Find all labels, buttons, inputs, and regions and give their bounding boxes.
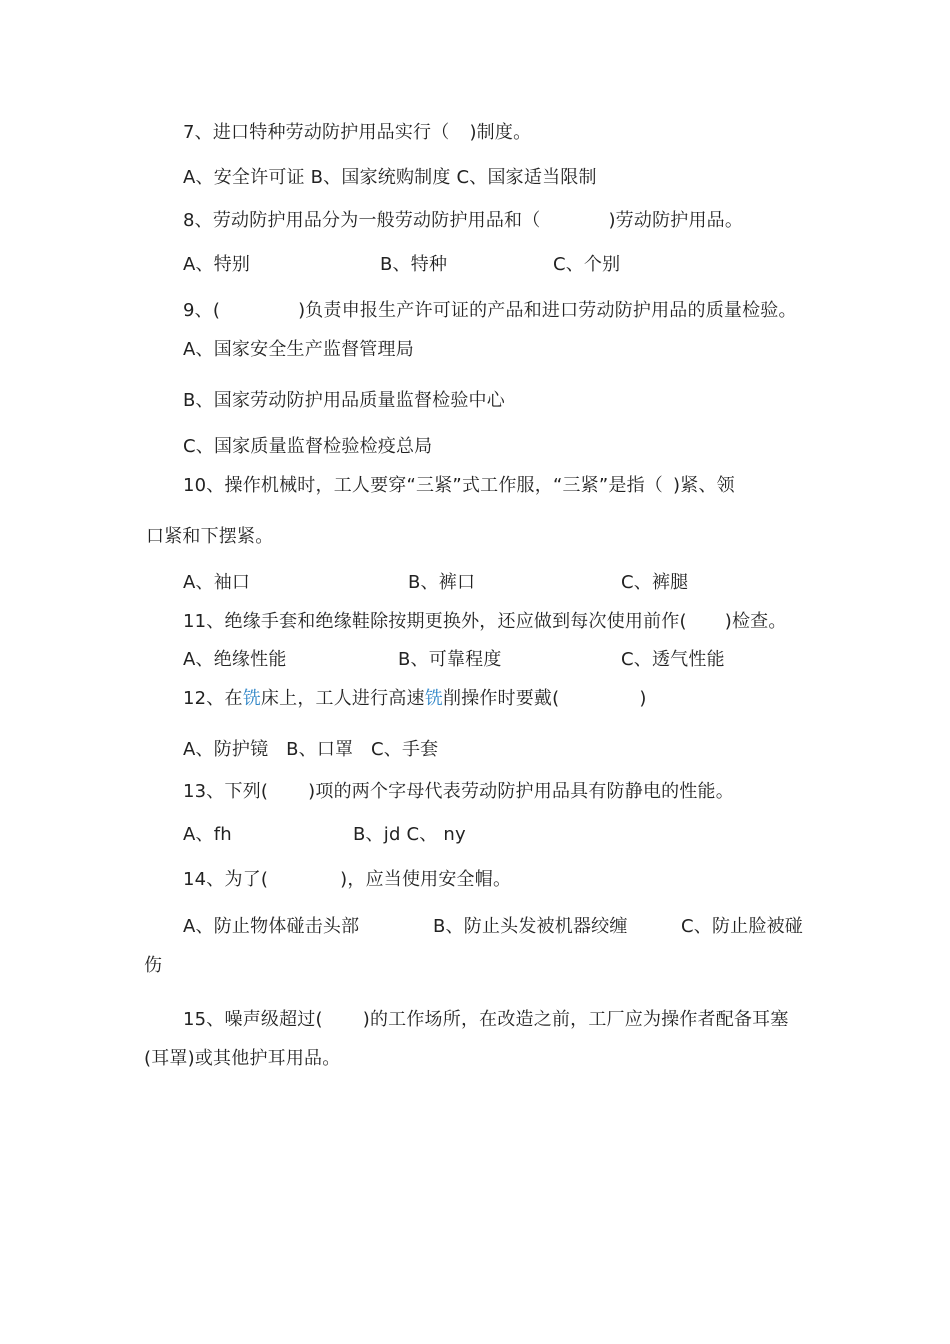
q12-text-1: 12、在 <box>183 688 243 709</box>
q14-suffix: )，应当使用安全帽。 <box>340 869 512 890</box>
q14-option-b: B、防止头发被机器绞缠 <box>433 916 628 937</box>
q14-option-c-continued: 伤 <box>144 955 163 976</box>
q13-question <box>183 780 734 804</box>
q8-question <box>183 209 743 233</box>
q8-option-b: B、特种 <box>380 254 448 275</box>
q15-prefix: 15、噪声级超过( <box>183 1009 323 1030</box>
q10-question-line1 <box>183 474 735 498</box>
q10-suffix: )紧、领 <box>673 475 735 496</box>
q11-option-b: B、可靠程度 <box>398 649 502 670</box>
q13-option-a: A、fh <box>183 824 232 845</box>
q11-option-c: C、透气性能 <box>621 649 725 670</box>
q7-options: A、安全许可证 B、国家统购制度 C、国家适当限制 <box>183 167 597 188</box>
q14-prefix: 14、为了( <box>183 869 269 890</box>
q10-option-b: B、裤口 <box>408 572 476 593</box>
q10-prefix: 10、操作机械时，工人要穿“三紧”式工作服，“三紧”是指（ <box>183 475 664 496</box>
q15-suffix: )的工作场所，在改造之前，工厂应为操作者配备耳塞 <box>362 1009 789 1030</box>
q9-option-a: A、国家安全生产监督管理局 <box>183 339 414 360</box>
q8-option-a: A、特别 <box>183 254 251 275</box>
q9-option-b: B、国家劳动防护用品质量监督检验中心 <box>183 390 505 411</box>
q14-option-c: C、防止脸被碰 <box>681 916 803 937</box>
q12-options: A、防护镜 B、口罩 C、手套 <box>183 739 439 760</box>
q13-prefix: 13、下列( <box>183 781 269 802</box>
q11-option-a: A、绝缘性能 <box>183 649 287 670</box>
q15-question-line2: (耳罩)或其他护耳用品。 <box>144 1048 341 1069</box>
q11-suffix: )检查。 <box>724 611 787 632</box>
q11-question <box>183 610 787 634</box>
q8-option-c: C、个别 <box>553 254 621 275</box>
q7-suffix: )制度。 <box>469 122 532 143</box>
q13-suffix: )项的两个字母代表劳动防护用品具有防静电的性能。 <box>308 781 734 802</box>
q9-suffix: )负责申报生产许可证的产品和进口劳动防护用品的质量检验。 <box>298 300 797 321</box>
q11-prefix: 11、绝缘手套和绝缘鞋除按期更换外，还应做到每次使用前作( <box>183 611 687 632</box>
q9-question <box>183 299 797 323</box>
q10-option-c: C、裤腿 <box>621 572 689 593</box>
q9-prefix: 9、( <box>183 300 221 321</box>
q14-question <box>183 868 511 892</box>
q12-suffix: ) <box>639 688 647 709</box>
q8-prefix: 8、劳动防护用品分为一般劳动防护用品和（ <box>183 210 541 231</box>
q13-option-bc: B、jd C、 ny <box>353 824 466 845</box>
q8-suffix: )劳动防护用品。 <box>608 210 744 231</box>
q12-text-2: 床上，工人进行高速 <box>260 688 425 709</box>
q15-question-line1 <box>183 1008 789 1032</box>
q12-question <box>183 687 647 711</box>
q10-question-line2: 口紧和下摆紧。 <box>146 526 274 547</box>
q12-highlight-word-2[interactable]: 铣 <box>424 688 443 709</box>
q7-prefix: 7、进口特种劳动防护用品实行（ <box>183 122 450 143</box>
q10-option-a: A、袖口 <box>183 572 251 593</box>
q7-question <box>183 121 531 145</box>
q12-highlight-word-1[interactable]: 铣 <box>242 688 261 709</box>
q12-text-3: 削操作时要戴( <box>442 688 560 709</box>
q14-option-a: A、防止物体碰击头部 <box>183 916 360 937</box>
q9-option-c: C、国家质量监督检验检疫总局 <box>183 436 433 457</box>
